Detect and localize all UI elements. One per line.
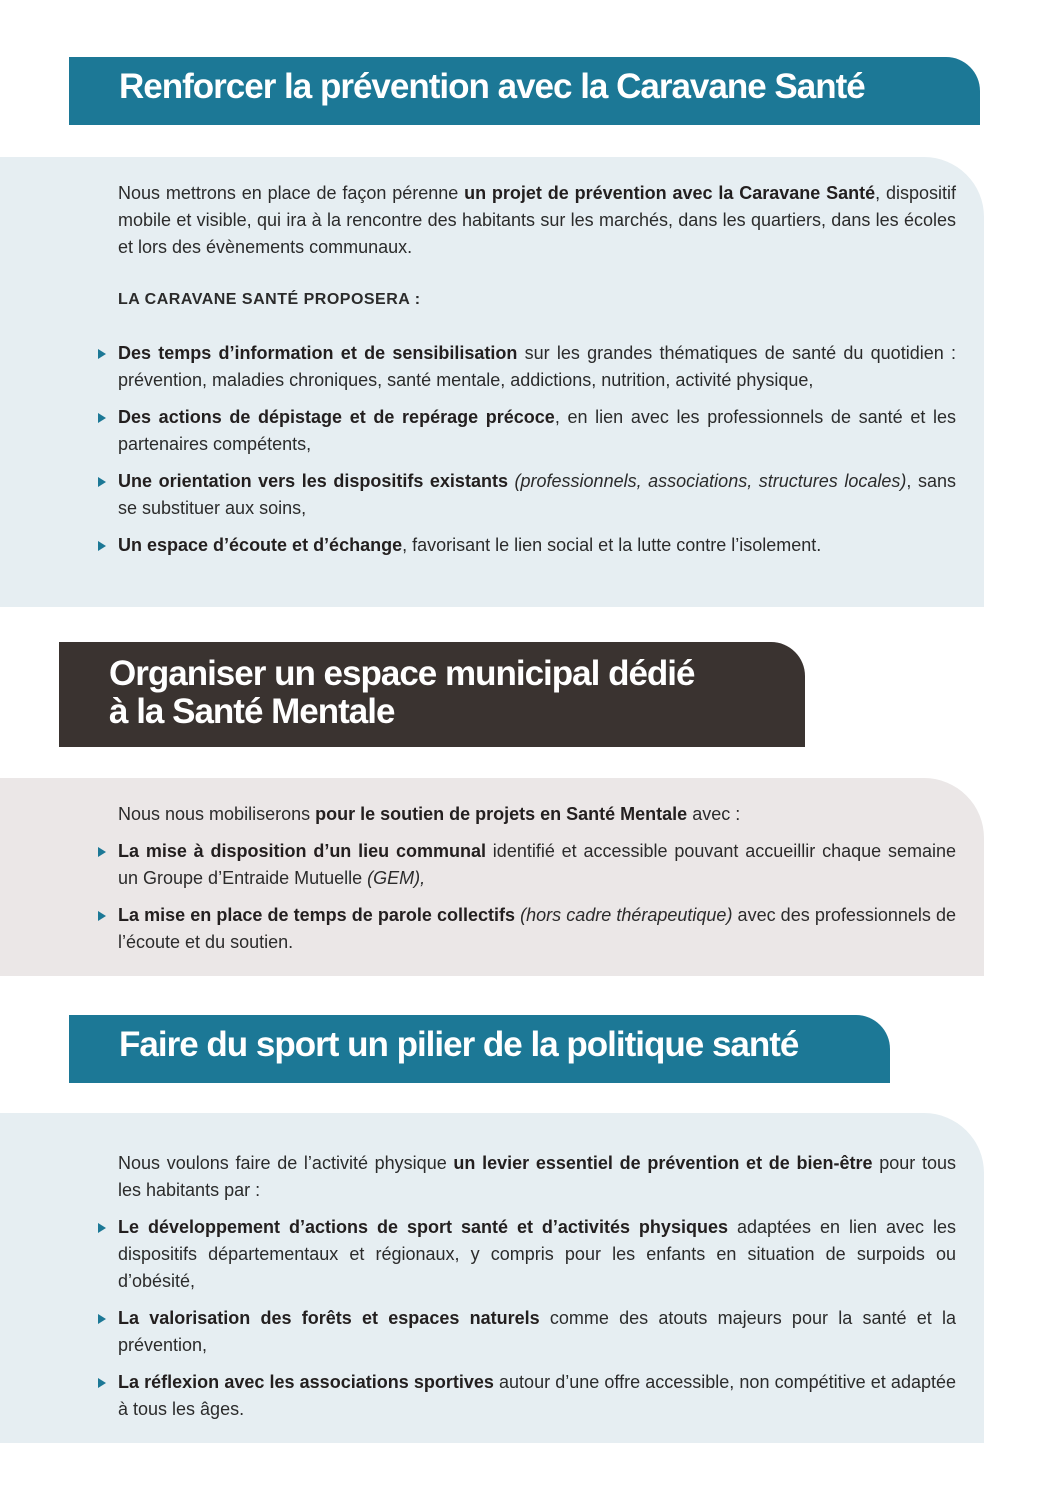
triangle-right-icon [98,1314,106,1324]
triangle-right-icon [98,847,106,857]
list-item: La mise en place de temps de parole collectifs (hors cadre thérapeutique) avec des professionnels de l’écoute et du soutien. [118,902,956,956]
subheading: LA CARAVANE SANTÉ PROPOSERA : [118,291,421,308]
bullet-list [118,1214,956,1423]
intro-paragraph: Nous nous mobiliserons pour le soutien de projets en Santé Mentale avec : [118,804,741,824]
triangle-right-icon [98,477,106,487]
section-title: Renforcer la prévention avec la Caravane Santé [119,67,865,106]
triangle-right-icon [98,413,106,423]
list-item: La mise à disposition d’un lieu communal identifié et accessible pouvant accueillir chaque semaine un Groupe d’Entraide Mutuelle (GEM), [118,838,956,892]
triangle-right-icon [98,541,106,551]
section-title [109,655,805,731]
intro-paragraph: Nous voulons faire de l’activité physique un levier essentiel de prévention et de bien-être pour tous les habitants par : [118,1153,956,1200]
triangle-right-icon [98,349,106,359]
section-panel-prevention [0,157,984,607]
list-item: Des temps d’information et de sensibilisation sur les grandes thématiques de santé du quotidien : prévention, maladies chroniques, santé mentale, addictions, nutrition, activité physique, [118,340,956,394]
list-item: La réflexion avec les associations sportives autour d’une offre accessible, non compétitive et adaptée à tous les âges. [118,1369,956,1423]
list-item: Une orientation vers les dispositifs existants (professionnels, associations, structures locales), sans se substituer aux soins, [118,468,956,522]
bullet-list [118,340,956,559]
section-banner-sante-mentale [59,642,805,747]
intro-paragraph: Nous mettrons en place de façon pérenne un projet de prévention avec la Caravane Santé, dispositif mobile et visible, qui ira à la rencontre des habitants sur les marchés, dans les quartiers, dans les écoles et lors des évènements communaux. [118,183,956,257]
section-title-line: à la Santé Mentale [109,692,395,731]
section-panel-sante-mentale [0,778,984,976]
list-item: La valorisation des forêts et espaces naturels comme des atouts majeurs pour la santé et la prévention, [118,1305,956,1359]
bullet-list [118,838,956,956]
triangle-right-icon [98,911,106,921]
section-title: Faire du sport un pilier de la politique santé [119,1025,799,1064]
list-item: Un espace d’écoute et d’échange, favorisant le lien social et la lutte contre l’isolement. [118,532,956,559]
list-item: Le développement d’actions de sport santé et d’activités physiques adaptées en lien avec les dispositifs départementaux et régionaux, y compris pour les enfants en situation de surpoids ou d’obésité, [118,1214,956,1295]
section-banner-prevention [69,57,980,125]
triangle-right-icon [98,1223,106,1233]
triangle-right-icon [98,1378,106,1388]
section-title-line: Organiser un espace municipal dédié [109,654,695,693]
section-panel-sport [0,1113,984,1443]
list-item: Des actions de dépistage et de repérage précoce, en lien avec les professionnels de santé et les partenaires compétents, [118,404,956,458]
section-banner-sport [69,1015,890,1083]
